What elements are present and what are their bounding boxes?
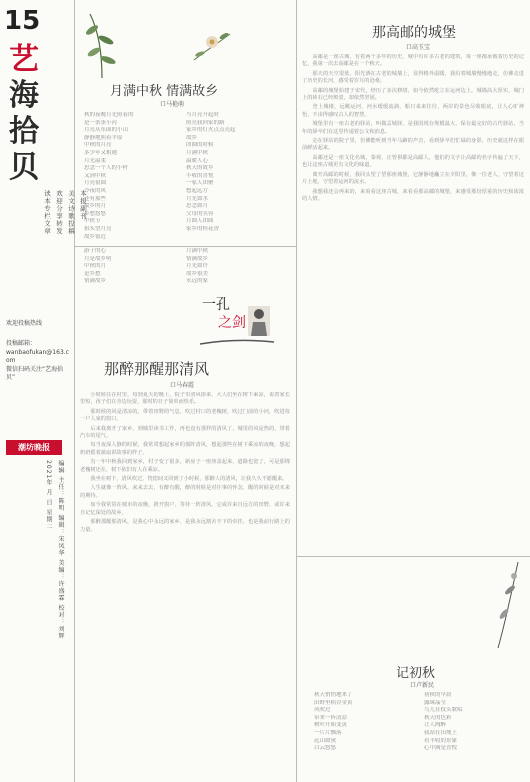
leaf-illustration: [80, 10, 124, 80]
brand-char-2: 海: [9, 78, 39, 113]
poem-column: [186, 248, 262, 286]
poem-line: 照亮我回家的路: [186, 119, 225, 126]
poem-line: 带来一阵清凉: [314, 714, 348, 721]
poem-line: 思念如月: [186, 203, 209, 210]
poem-column: [314, 692, 404, 753]
article-author: 口马春霞: [170, 382, 195, 389]
poem-line: 多少年又相遇: [84, 149, 118, 156]
poem-line: 温暖人心: [186, 157, 209, 164]
poem-line: 月光如许: [186, 263, 209, 270]
poem-line: 父母的笑容: [186, 210, 214, 217]
paragraph: 我坐在树下，清风吹过，恍惚间又回到了小时候，那醉人的清风，让我久久不愿醒来。: [90, 476, 288, 483]
poem-line: 永远的家: [186, 278, 209, 285]
paragraph: 小时候住在村里，每到夏天的晚上，院子里清风徐来，大人们坐在树下乘凉，说着家长里短，孩子们在旁边玩耍，那时的日子简单而快乐。: [80, 392, 290, 406]
poem-line: 月是故乡明: [84, 255, 112, 262]
paragraph: 走在驿站的院子里，仿佛能听到当年马蹄的声音，看到驿卒们忙碌的身影，历史就这样在眼前鲜活起来。: [302, 138, 524, 152]
poem-line: 一片片飘落: [314, 729, 342, 736]
article-author: 口马艳萌: [160, 101, 185, 108]
newspaper-logo: 潮坊晚报: [6, 440, 62, 455]
contact-label: 欢迎投稿热线: [6, 320, 43, 327]
poem-line: 家乡的桂花香: [186, 225, 220, 232]
credit-line: 读本专栏文章: [43, 190, 51, 235]
paragraph: 如今我常常在城市的夜晚，推开窗户，等待一阵清风，它或许来自远方的田野，或许来自记忆深处的故乡。: [80, 502, 290, 516]
paragraph: 离开高邮的时候，我回头望了望那座城堡，它静静地矗立在夕阳里，像一位老人，守望着这片土地，守望着运河的流水。: [302, 171, 524, 186]
logo-line-1: 一孔: [202, 297, 230, 313]
poem-line: 还有那些: [84, 195, 107, 202]
poem-line: 中秋的月亮: [84, 142, 112, 149]
poem-line: 风吹过: [314, 707, 331, 714]
wechat-note: 微信扫码关注“艺海拾贝”: [6, 365, 64, 381]
paragraph: 登上城楼，远眺运河，河水缓缓流淌，船只来来往往，两岸的景色尽收眼底，让人心旷神怡，不由得感叹古人的智慧。: [302, 104, 524, 118]
poem-line: 当月亮升起时: [186, 112, 220, 118]
poem-line: 秋天悄悄地来了: [314, 692, 353, 698]
brand-char-1: 艺: [9, 42, 39, 77]
left-section-rule: [74, 246, 296, 247]
poem-line: 中秋节: [84, 218, 101, 225]
branch-illustration: [478, 560, 526, 650]
poem-line: 静静地照着平原: [84, 134, 123, 141]
poem-line: 团圆的时候: [186, 142, 214, 149]
credit-line: 欢迎分享转发: [55, 190, 63, 235]
poem-line: 今夜的风: [84, 187, 107, 194]
column-logo: [196, 292, 278, 354]
poem-column: [186, 112, 262, 234]
left-column-rule: [74, 0, 75, 782]
paragraph: 有一年中秋我回到家乡，村子变了很多，新房子一座座盖起来，道路也宽了，可是那棵老槐树还在，树下依旧有人在乘凉。: [80, 459, 290, 473]
brand-char-4: 贝: [9, 150, 39, 185]
poem-line: 丰收的喜悦: [186, 172, 214, 179]
paragraph: 我想我还会再来的，来看看这座古城，来看看那高邮的城堡，来感受那份厚重的历史和浓浓的人情。: [302, 188, 524, 202]
submission-info: [6, 340, 70, 383]
poem-line: 月满中秋: [186, 149, 209, 156]
poem-author: 口卢新民: [410, 682, 435, 689]
article-title: 月满中秋 情满故乡: [110, 84, 219, 99]
paragraph: 高邮的城堡始建于宋代，经历了多次修缮，如今依然屹立在运河边上，城墙高大厚实，城门上的砖石已经斑驳，却依然坚固。: [302, 87, 524, 102]
poem-line: 月光如水: [186, 195, 209, 202]
poem-line: 月满中秋: [186, 248, 209, 254]
poem-line: 树叶开始变黄: [314, 722, 348, 729]
sidebar-credit-lines: [42, 190, 87, 310]
poem-line: 月亮从东面的小山: [84, 127, 129, 134]
poem-line: 故乡: [186, 134, 198, 141]
credit-line: 本报副刊: [79, 190, 87, 220]
poem-line: 抬头望月亮: [84, 225, 112, 232]
page-brand: [6, 42, 42, 186]
poem-line: 又到中秋: [84, 172, 107, 179]
paragraph: 城堡里有一座古老的驿站，叫做盂城驿，是我国现存规模最大、保存最完好的古代驿站，当年的驿卒们在这里传递着公文和消息。: [302, 121, 524, 135]
paragraph: 高邮还是一座文化名城，秦观、汪曾祺都是高邮人，他们的文字让高邮的名字传遍了天下，也让这座古城更有文化的味道。: [302, 154, 524, 169]
credit-line: 美文诗歌投稿: [67, 190, 75, 235]
poem-line: 情满故乡: [84, 278, 107, 285]
date-line: 2021年 月 日 星期二: [45, 460, 52, 530]
email-address[interactable]: wanbaofukan@163.com: [6, 348, 69, 364]
poem-line: 是乡愁: [84, 270, 101, 277]
poem-line: 游子的心: [84, 248, 107, 254]
paragraph: 那天的天空很蓝，阳光洒在古老的城墙上，显得格外温暖，我沿着城墙慢慢地走，仿佛走进了历史的长河，感受着岁月的沧桑。: [302, 70, 524, 85]
poem-line: 月圆人团圆: [186, 218, 214, 225]
poem-line: 鸟儿在枝头歌唱: [424, 707, 463, 714]
article-author: 口高玉宝: [406, 44, 431, 51]
logo-line-2: 之剑: [218, 315, 246, 331]
poem-line: 白云悠悠: [314, 745, 337, 752]
right-section-rule: [296, 556, 530, 557]
paragraph: 那醉那醒那清风，是我心中永远的家乡，是我永远割舍不下的牵挂，也是我前行路上的力量。: [80, 519, 290, 533]
paragraph: 高邮是一座古城，有着两千多年的历史，城中有许多古老的建筑，每一座都承载着历史的记忆，我第一次去高邮是在一个秋天。: [302, 54, 524, 68]
poem-line: 家乡的灯火点点亮起: [186, 127, 236, 134]
page-number: 15: [4, 6, 41, 36]
poem-title: 记初秋: [396, 666, 436, 681]
poem-line: 田野里稻谷金黄: [314, 699, 353, 706]
poem-line: 秋天的故乡: [186, 165, 214, 172]
center-column-rule: [296, 0, 297, 782]
poem-line: 乡愁悠悠: [84, 210, 107, 217]
article-title: 那醉那醒那清风: [104, 360, 210, 378]
flower-illustration: [190, 24, 234, 64]
poem-line: 月亮很圆: [84, 180, 107, 187]
poem-line: 故乡的月: [84, 203, 107, 210]
poem-line: 秋天的色彩: [424, 714, 452, 721]
poem-line: 中秋的月: [84, 263, 107, 270]
poem-line: 情满故乡: [186, 255, 209, 262]
article-title: 那高邮的城堡: [372, 25, 456, 41]
poem-column: [84, 248, 160, 286]
brand-char-3: 拾: [9, 114, 39, 149]
paragraph: 人生就像一阵风，来来去去，有醉有醒，醉的时候是对往事的怀念，醒的时候是对未来的期待。: [80, 485, 290, 499]
poem-line: 想起远方: [186, 187, 209, 194]
poem-line: 故乡很美: [186, 270, 209, 277]
poem-line: 是一条条小河: [84, 119, 118, 126]
paragraph: 那时候的风是清凉的，带着田野的气息，吹过村口的老槐树，吹过门前的小河，吹进每一户人家的窗口。: [80, 408, 290, 423]
paragraph: 后来我离开了家乡，到城里读书工作，再也没有那样的清风了，城里的风是热的，带着汽车的尾气。: [80, 425, 290, 440]
poem-column: [84, 112, 160, 241]
poem-line: 初秋的早晨: [424, 692, 452, 698]
poem-line: 秋的夜晚月光照着的: [84, 112, 134, 118]
poem-line: 露珠晶莹: [424, 699, 447, 706]
article-body: [80, 392, 290, 778]
email-label: 投稿邮箱：: [6, 340, 37, 347]
article-body: [302, 54, 524, 550]
poem-column: [424, 692, 514, 753]
editor-line: 编辑 主任：陈明 编辑：宋凤华 美编：许盛霖 校对：刘辉: [57, 460, 64, 640]
poem-line: 思念一个人的小村: [84, 165, 129, 172]
poem-line: 一家人团聚: [186, 180, 214, 187]
poem-line: 看丰收的景象: [424, 737, 458, 744]
poem-line: 我站在田埂上: [424, 729, 458, 736]
paragraph: 每当夜深人静的时候，我常常想起家乡的那阵清风，想起那些在树下乘凉的夜晚，想起奶奶摇着蒲扇讲故事的样子。: [80, 442, 290, 456]
poem-line: 让人陶醉: [424, 722, 447, 729]
poem-line: 心中满是喜悦: [424, 745, 458, 752]
poem-line: 月光温柔: [84, 157, 107, 164]
poem-line: 故乡很近: [84, 233, 107, 240]
poem-line: 远山如黛: [314, 737, 337, 744]
